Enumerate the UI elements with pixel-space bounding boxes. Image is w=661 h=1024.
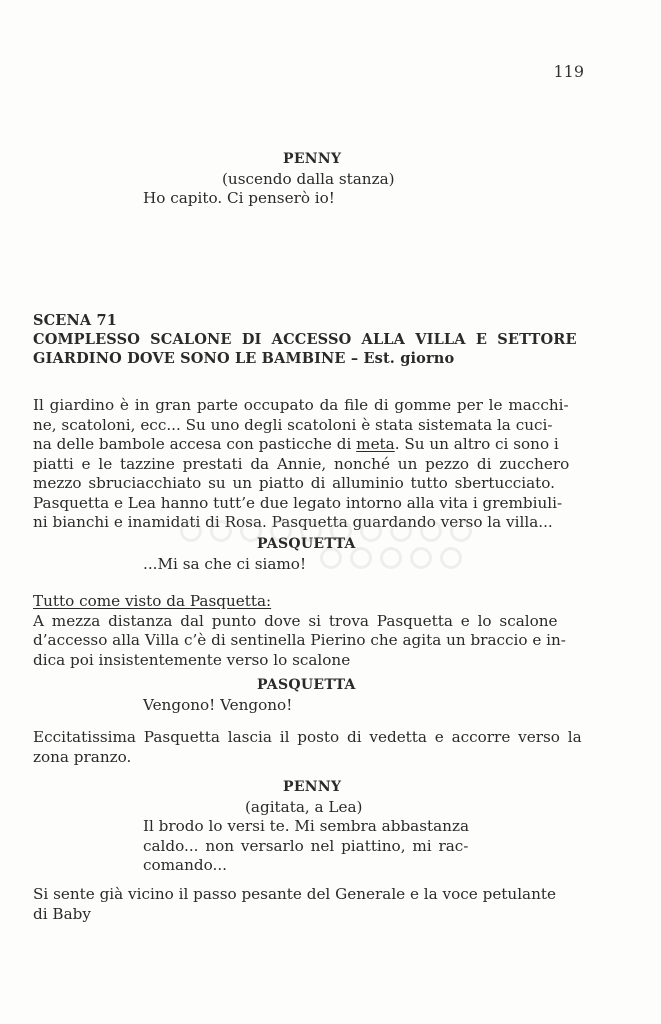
dialogue-line: caldo... non versarlo nel piattino, mi rac- bbox=[143, 836, 469, 855]
action-line: mezzo sbruciacchiato su un piatto di alluminio tutto sbertucciato. bbox=[33, 474, 555, 492]
scene-location: GIARDINO DOVE SONO LE BAMBINE – bbox=[33, 350, 364, 367]
parenthetical: (uscendo dalla stanza) bbox=[222, 169, 395, 188]
action-line: Si sente già vicino il passo pesante del Generale e la voce petulante bbox=[33, 885, 556, 903]
dialogue-block-pasquetta-2 bbox=[33, 676, 586, 715]
action-line bbox=[33, 435, 586, 455]
scene-heading-line-1: COMPLESSO SCALONE DI ACCESSO ALLA VILLA E SETTORE bbox=[33, 331, 577, 348]
character-name: PASQUETTA bbox=[257, 677, 356, 693]
action-line: ni bianchi e inamidati di Rosa. Pasquetta guardando verso la villa... bbox=[33, 513, 553, 531]
character-name: PENNY bbox=[283, 151, 342, 167]
action-line: d’accesso alla Villa c’è di sentinella Pierino che agita un braccio e in- bbox=[33, 631, 566, 649]
dialogue-block-pasquetta-1 bbox=[33, 535, 586, 574]
action-line: dica poi insistentemente verso lo scalone bbox=[33, 650, 351, 669]
action-line: zona pranzo. bbox=[33, 747, 132, 766]
dialogue-line: Vengono! Vengono! bbox=[143, 695, 293, 714]
action-paragraph-4 bbox=[33, 885, 586, 924]
page-number: 119 bbox=[553, 62, 584, 81]
dialogue-line: Ho capito. Ci penserò io! bbox=[143, 189, 335, 207]
dialogue-block-penny-2 bbox=[33, 778, 586, 876]
action-line: Il giardino è in gran parte occupato da file di gomme per le macchi- bbox=[33, 396, 569, 414]
scene-number: SCENA 71 bbox=[33, 312, 117, 329]
dialogue-line: ...Mi sa che ci siamo! bbox=[143, 554, 307, 573]
character-name: PENNY bbox=[283, 779, 342, 795]
action-text: na delle bambole accesa con pasticche di bbox=[33, 435, 357, 453]
underlined-word-meta: meta bbox=[356, 435, 395, 453]
action-line: Pasquetta e Lea hanno tutt’e due legato intorno alla vita i grembiuli- bbox=[33, 493, 563, 512]
dialogue-block-penny-1 bbox=[33, 150, 586, 209]
action-line: ne, scatoloni, ecc... Su uno degli scatoloni è stata sistemata la cuci- bbox=[33, 415, 553, 434]
action-text: . Su un altro ci sono i bbox=[394, 435, 559, 453]
action-paragraph-3 bbox=[33, 728, 586, 767]
scene-time: Est. giorno bbox=[363, 350, 455, 367]
action-line: Eccitatissima Pasquetta lascia il posto di vedetta e accorre verso la bbox=[33, 728, 582, 746]
action-paragraph-1 bbox=[33, 396, 586, 533]
shot-description-heading: Tutto come visto da Pasquetta: bbox=[33, 592, 272, 610]
action-paragraph-2 bbox=[33, 592, 586, 670]
scene-heading bbox=[33, 311, 586, 368]
dialogue-line: comando... bbox=[143, 856, 227, 874]
action-line: piatti e le tazzine prestati da Annie, nonché un pezzo di zucchero bbox=[33, 454, 570, 473]
parenthetical: (agitata, a Lea) bbox=[245, 797, 363, 816]
dialogue-line: Il brodo lo versi te. Mi sembra abbastanza bbox=[143, 817, 470, 835]
action-line: di Baby bbox=[33, 904, 91, 923]
action-line: A mezza distanza dal punto dove si trova Pasquetta e lo scalone bbox=[33, 611, 558, 630]
character-name: PASQUETTA bbox=[257, 536, 356, 552]
scene-heading-line-2 bbox=[33, 349, 586, 368]
